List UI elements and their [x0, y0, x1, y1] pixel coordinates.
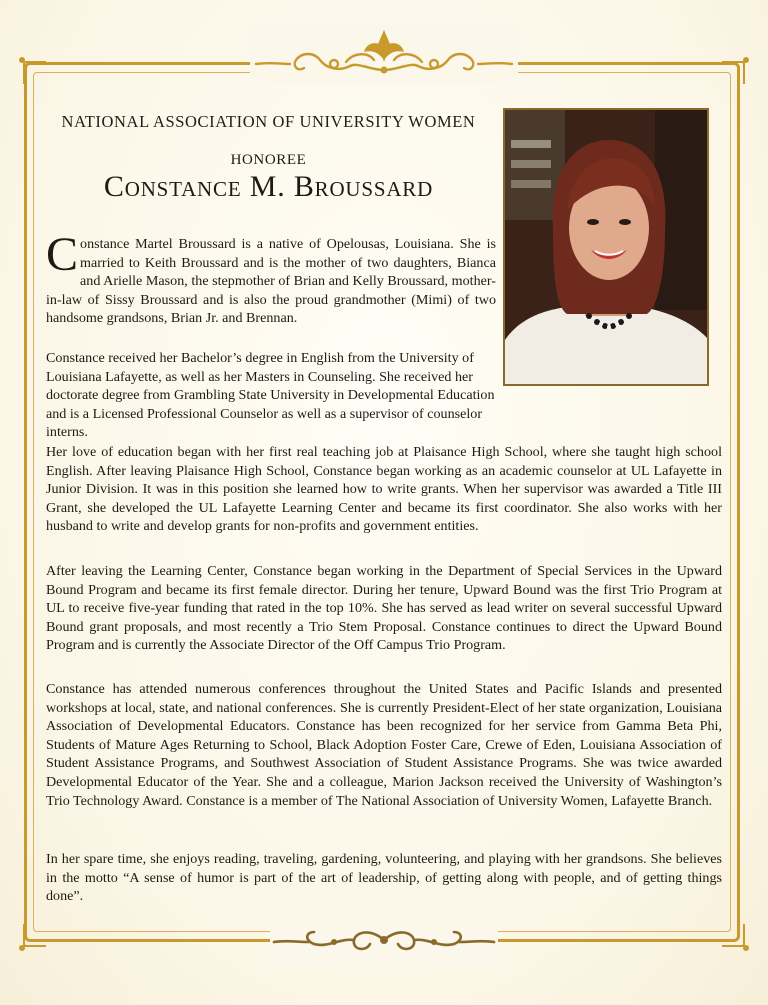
paragraph-upward-bound: After leaving the Learning Center, Constance began working in the Department of Special Services in the Upward Bound Program and became its first female director. During her tenure, Upward Bound was the first Trio Program at UL to receive five-year funding that rated in the top 10%. She has served as lead writer on several successful Upward Bound grant proposals, and most recently a Trio Stem Proposal. Constance continues to direct the Upward Bound Program and is currently the Associate Director of the Off Campus Trio Program. [46, 563, 722, 654]
paragraph-recognition: Constance has attended numerous conferences throughout the United States and Pacific Islands and presented workshops at local, state, and national conferences. She is currently President-Elect of her state organization, Louisiana Association of Developmental Educators. Constance has been recognized for her service from Gamma Beta Phi, Students of Mature Ages Returning to School, Black Adoption Foster Care, Crewe of Eden, Louisiana Association of Student Assistance Programs, and Southwest Association of Student Assistance Programs. She was twice awarded Developmental Educator of the Year. She and a colleague, Marion Jackson received the University of Washington’s Trio Technology Award. Constance is a member of The National Association of University Women, Lafayette Branch. [46, 681, 722, 809]
paragraph-early-career: Her love of education began with her first real teaching job at Plaisance High School, where she taught high school English. After leaving Plaisance High School, Constance began working as an academic counselor at UL Lafayette in Junior Division. It was in this position she learned how to write grants. When her supervisor was awarded a Title III Grant, she developed the UL Lafayette Learning Center and became its first coordinator. She also works with her husband to write and develop grants for non-profits and government entities. [46, 444, 722, 535]
paragraph-family-text: onstance Martel Broussard is a native of Opelousas, Louisiana. She is married to Keith Broussard and is the mother of two daughters, Bianca and Arielle Mason, the stepmother of Brian and Kelly Broussard, mother-in-law of Sissy Broussard and is also the proud grandmother (Mimi) of two handsome grandsons, Brian Jr. and Brennan. [46, 236, 496, 327]
portrait-illustration [505, 110, 707, 384]
paragraph-education: Constance received her Bachelor’s degree in English from the University of Louisiana Lafayette, as well as her Masters in Counseling. She received her doctorate degree from Grambling State University in Developmental Education and is a Licensed Professional Counselor as well as a supervisor of counselor interns. [46, 350, 495, 441]
scroll-flourish-icon [270, 918, 498, 968]
corner-flourish-icon [16, 54, 46, 84]
paragraph-personal: In her spare time, she enjoys reading, traveling, gardening, volunteering, and playing with her grandsons. She believes in the motto “A sense of humor is part of the art of leadership, of getting along with people, and of getting things done”. [46, 851, 722, 905]
honoree-label: HONOREE [230, 152, 307, 168]
corner-flourish-icon [722, 924, 752, 954]
corner-flourish-icon [722, 54, 752, 84]
portrait-photo [503, 108, 709, 386]
organization-name: NATIONAL ASSOCIATION OF UNIVERSITY WOMEN [61, 112, 476, 131]
honoree-name: Constance M. Broussard [103, 170, 434, 203]
corner-flourish-icon [16, 924, 46, 954]
drop-cap: C [46, 228, 79, 281]
scroll-flourish-icon [250, 22, 518, 84]
paragraph-family [46, 228, 496, 328]
